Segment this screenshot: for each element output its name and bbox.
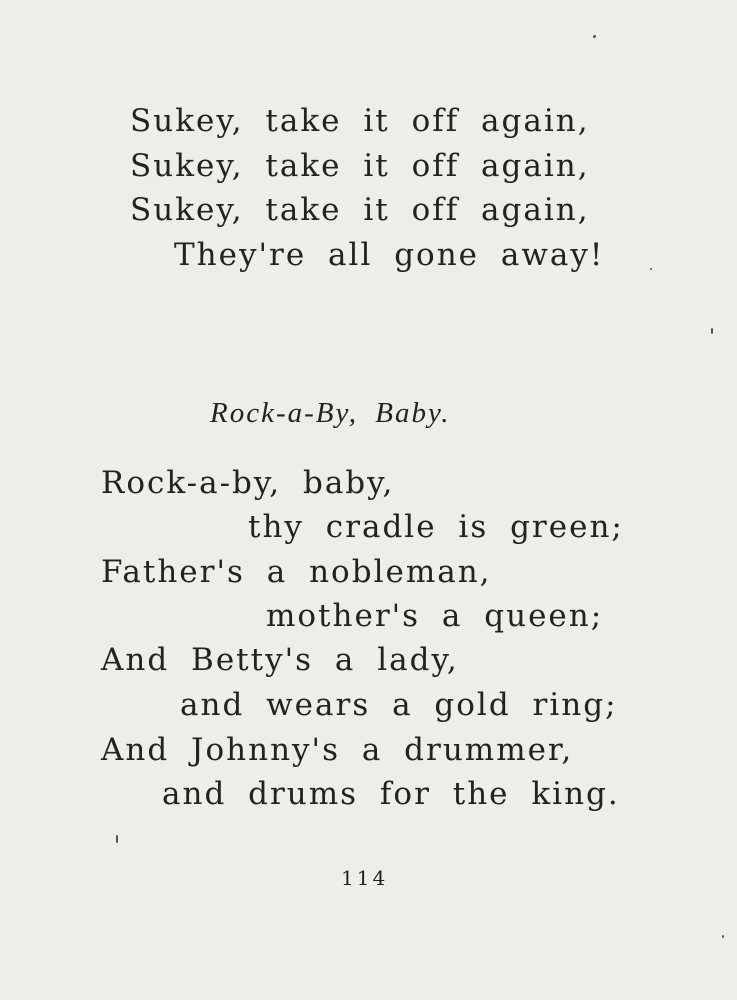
poem-line: and wears a gold ring; <box>180 687 618 723</box>
stanza-line: Sukey, take it off again, <box>130 192 590 228</box>
scan-speck <box>711 328 713 334</box>
stanza-line: They're all gone away! <box>174 237 605 273</box>
scan-speck <box>650 268 652 270</box>
poem-line: And Betty's a lady, <box>101 642 459 678</box>
poem-line: Rock-a-by, baby, <box>101 465 395 501</box>
poem-title: Rock-a-By, Baby. <box>210 397 451 429</box>
stanza-line: Sukey, take it off again, <box>130 148 590 184</box>
poem-line: mother's a queen; <box>266 598 604 634</box>
scan-speck <box>116 835 118 843</box>
page-number: 114 <box>341 866 389 890</box>
stanza-line: Sukey, take it off again, <box>130 103 590 139</box>
poem-line: thy cradle is green; <box>248 509 624 545</box>
poem-line: and drums for the king. <box>162 776 620 812</box>
poem-line: Father's a nobleman, <box>101 554 492 590</box>
poem-line: And Johnny's a drummer, <box>101 732 574 768</box>
scan-speck <box>722 935 724 938</box>
scan-speck <box>593 35 596 38</box>
